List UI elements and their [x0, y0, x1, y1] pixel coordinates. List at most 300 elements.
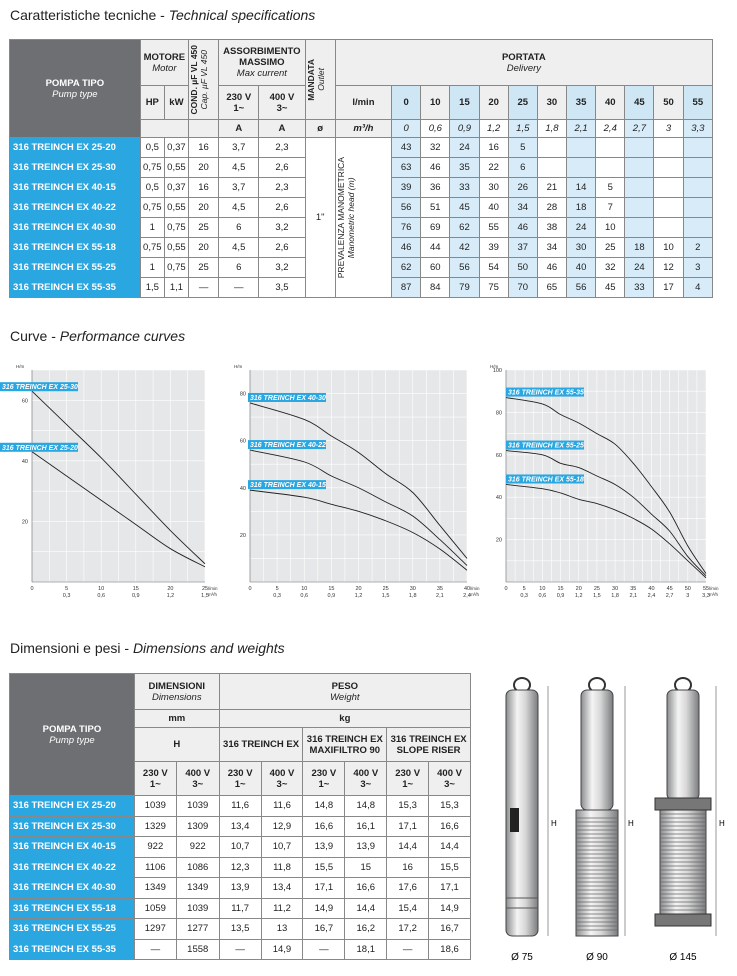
x-tick-label: 15 — [132, 586, 139, 592]
head-value: 32 — [421, 138, 450, 158]
x-tick-label-m3h: 0,9 — [131, 593, 140, 599]
head-value — [625, 198, 654, 218]
v230-phase: 1~ — [318, 778, 330, 790]
head-value — [654, 178, 683, 198]
x-tick-label: 0 — [248, 586, 252, 592]
dims-value: 922 — [134, 837, 176, 858]
dims-value: 11,8 — [261, 857, 303, 878]
h-dimension-label: H — [719, 819, 725, 828]
dims-value: — — [219, 939, 261, 960]
spec-a230: 3,7 — [219, 138, 259, 158]
dims-value: 13,4 — [219, 816, 261, 837]
y-tick-label: 20 — [239, 532, 246, 539]
pump-name: 316 TREINCH EX 25-20 — [10, 138, 141, 158]
x-tick-label-m3h: 3 — [686, 593, 690, 599]
pump-drawings — [480, 668, 737, 976]
x-tick-label: 20 — [355, 586, 362, 592]
x-tick-label-m3h: 2,7 — [665, 593, 674, 599]
series-label: 316 TREINCH EX 25-20 — [2, 444, 78, 452]
x-tick-label-m3h: 0,6 — [97, 593, 106, 599]
dims-value: 922 — [176, 837, 219, 858]
head-value: 46 — [421, 158, 450, 178]
dims-value: 13 — [261, 919, 303, 940]
v230-header — [219, 762, 261, 796]
spec-hp: 0,75 — [140, 238, 164, 258]
dims-value: 11,2 — [261, 898, 303, 919]
spec-kw: 0,75 — [164, 218, 188, 238]
head-value: 3 — [683, 258, 712, 278]
x-tick-label: 10 — [98, 586, 105, 592]
diameter-label: Ø 75 — [511, 952, 533, 963]
title-en: Dimensions and weights — [132, 640, 285, 656]
outlet-value: 1" — [305, 138, 335, 298]
cap-label: Cap. µF VL 450 — [198, 49, 209, 110]
y-axis-label: H/m — [490, 364, 499, 369]
v400-label: 400 V — [269, 767, 295, 779]
head-value: 5 — [508, 138, 537, 158]
dims-value: 14,8 — [345, 796, 387, 817]
head-value: 42 — [450, 238, 479, 258]
dims-value: 16 — [387, 857, 429, 878]
flow-lmin: 20 — [479, 86, 508, 120]
spec-hp: 1 — [140, 258, 164, 278]
amp-unit: A — [259, 120, 305, 138]
v230-header — [303, 762, 345, 796]
spec-hp: 0,5 — [140, 138, 164, 158]
v400-label: 400 V — [353, 767, 379, 779]
x-tick-label-m3h: 0,9 — [327, 593, 336, 599]
dims-value: 16,7 — [429, 919, 471, 940]
head-value: 30 — [479, 178, 508, 198]
x-tick-label: 45 — [666, 586, 673, 592]
head-value — [625, 138, 654, 158]
pump-drawing-maxifiltro — [576, 678, 634, 963]
dims-value: 16,7 — [303, 919, 345, 940]
head-value: 35 — [450, 158, 479, 178]
head-value: 62 — [450, 218, 479, 238]
title-en: Performance curves — [59, 328, 186, 344]
spec-a230: 6 — [219, 218, 259, 238]
head-label-en: Manometric head (m) — [345, 177, 356, 258]
dims-label-en: Dimensions — [151, 691, 202, 703]
dims-row — [10, 898, 471, 919]
v230-label: 230 V — [395, 767, 421, 779]
x-tick-label: 20 — [167, 586, 174, 592]
head-value: 26 — [508, 178, 537, 198]
hp-header: HP — [140, 86, 164, 120]
flow-m3h: 2,1 — [567, 120, 596, 138]
head-value: 40 — [479, 198, 508, 218]
tech-spec-title — [10, 7, 315, 23]
dims-value: — — [387, 939, 429, 960]
dims-value: 16,1 — [345, 816, 387, 837]
head-value — [654, 158, 683, 178]
dims-value: 1558 — [176, 939, 219, 960]
x-tick-label-m3h: 1,8 — [611, 593, 619, 599]
head-value: 17 — [654, 278, 683, 298]
weight-col-maxifiltro: 316 TREINCH EX MAXIFILTRO 90 — [303, 728, 387, 762]
head-value: 38 — [537, 218, 566, 238]
dims-value: — — [303, 939, 345, 960]
spec-hp: 0,75 — [140, 198, 164, 218]
head-value: 43 — [392, 138, 421, 158]
head-value: 45 — [596, 278, 625, 298]
absorb-header — [219, 40, 305, 86]
spec-hp: 0,75 — [140, 158, 164, 178]
x-axis-label-m3h: m³/h — [208, 592, 217, 597]
dims-title — [10, 640, 285, 656]
v400-phase: 3~ — [276, 778, 288, 790]
dims-value: 13,4 — [261, 878, 303, 899]
head-value: 4 — [683, 278, 712, 298]
dims-value: 15,3 — [429, 796, 471, 817]
spec-hp: 1 — [140, 218, 164, 238]
v400-phase: 3~ — [276, 102, 288, 114]
h-dimension-label: H — [551, 819, 557, 828]
v230-label: 230 V — [226, 91, 252, 103]
dims-value: 16,6 — [429, 816, 471, 837]
pump-type-label: POMPA TIPO — [45, 77, 105, 89]
head-value: 6 — [508, 158, 537, 178]
spec-kw: 0,37 — [164, 178, 188, 198]
y-tick-label: 20 — [495, 537, 502, 544]
dims-value: 11,6 — [219, 796, 261, 817]
head-value: 39 — [479, 238, 508, 258]
v400-phase: 3~ — [444, 778, 455, 790]
head-value: 34 — [508, 198, 537, 218]
dims-value: 12,3 — [219, 857, 261, 878]
pump-type-header — [10, 40, 141, 138]
dims-value: 1039 — [176, 898, 219, 919]
x-axis-label: l/min — [208, 586, 218, 591]
dims-value: 14,8 — [303, 796, 345, 817]
weight-header — [219, 674, 470, 710]
dims-value: 11,7 — [219, 898, 261, 919]
spec-cap: 20 — [188, 198, 218, 218]
series-label: 316 TREINCH EX 55-25 — [508, 442, 584, 450]
head-value: 56 — [450, 258, 479, 278]
head-value: 10 — [654, 238, 683, 258]
title-it: Caratteristiche tecniche - — [10, 7, 169, 23]
dims-row — [10, 857, 471, 878]
y-axis-label: H/m — [16, 364, 25, 369]
spec-a400: 2,6 — [259, 158, 305, 178]
spec-a400: 2,3 — [259, 178, 305, 198]
dims-value: 15 — [345, 857, 387, 878]
y-tick-label: 40 — [495, 495, 502, 502]
spec-a400: 3,2 — [259, 218, 305, 238]
head-value: 10 — [596, 218, 625, 238]
flow-m3h: 0,9 — [450, 120, 479, 138]
head-value: 7 — [596, 198, 625, 218]
head-value: 84 — [421, 278, 450, 298]
title-en: Technical specifications — [168, 7, 316, 23]
amp-unit: A — [219, 120, 259, 138]
x-tick-label-m3h: 1,5 — [201, 593, 209, 599]
head-value: 51 — [421, 198, 450, 218]
pump-name: 316 TREINCH EX 55-25 — [10, 919, 135, 940]
series-label: 316 TREINCH EX 40-22 — [250, 442, 326, 450]
x-tick-label: 0 — [30, 586, 34, 592]
pump-name: 316 TREINCH EX 25-30 — [10, 816, 135, 837]
performance-chart-25 — [0, 360, 225, 610]
head-value — [567, 158, 596, 178]
flow-lmin: 45 — [625, 86, 654, 120]
weight-col-std: 316 TREINCH EX — [219, 728, 303, 762]
v400-header — [176, 762, 219, 796]
flow-lmin: 40 — [596, 86, 625, 120]
head-value: 28 — [537, 198, 566, 218]
head-value: 46 — [537, 258, 566, 278]
x-tick-label: 25 — [382, 586, 389, 592]
spec-cap: 20 — [188, 238, 218, 258]
spec-kw: 1,1 — [164, 278, 188, 298]
spec-a400: 2,6 — [259, 238, 305, 258]
head-value — [537, 158, 566, 178]
kg-unit: kg — [219, 710, 470, 728]
head-value: 36 — [421, 178, 450, 198]
pump-name: 316 TREINCH EX 40-15 — [10, 837, 135, 858]
absorb-label: ASSORBIMENTO MASSIMO — [223, 46, 301, 68]
x-tick-label: 55 — [702, 586, 710, 592]
dims-value: 13,9 — [219, 878, 261, 899]
dims-row — [10, 919, 471, 940]
spec-a230: 4,5 — [219, 158, 259, 178]
spec-a400: 3,5 — [259, 278, 305, 298]
pump-drawing-slope-riser — [655, 678, 725, 963]
head-value: 37 — [508, 238, 537, 258]
title-it: Curve - — [10, 328, 60, 344]
head-value: 12 — [654, 258, 683, 278]
kw-header: kW — [164, 86, 188, 120]
mm-unit: mm — [134, 710, 219, 728]
head-value: 56 — [567, 278, 596, 298]
head-value: 54 — [479, 258, 508, 278]
dims-value: 13,9 — [345, 837, 387, 858]
x-tick-label-m3h: 0,9 — [556, 593, 565, 599]
dims-value: 13,9 — [303, 837, 345, 858]
v230-header — [387, 762, 429, 796]
spec-a400: 3,2 — [259, 258, 305, 278]
x-tick-label: 50 — [684, 586, 691, 592]
v400-header — [261, 762, 303, 796]
flow-m3h: 1,5 — [508, 120, 537, 138]
dims-value: 1297 — [134, 919, 176, 940]
x-tick-label: 40 — [463, 586, 471, 592]
v400-header — [345, 762, 387, 796]
spec-a230: 4,5 — [219, 238, 259, 258]
spec-a230: 4,5 — [219, 198, 259, 218]
weight-label-en: Weight — [330, 691, 360, 703]
v230-label: 230 V — [311, 767, 337, 779]
title-it: Dimensioni e pesi - — [10, 640, 133, 656]
head-value — [683, 218, 712, 238]
m3h-header: m³/h — [335, 120, 391, 138]
head-value: 22 — [479, 158, 508, 178]
pump-name: 316 TREINCH EX 40-15 — [10, 178, 141, 198]
diameter-label: Ø 90 — [586, 952, 608, 963]
x-tick-label: 10 — [539, 586, 546, 592]
v230-header — [219, 86, 259, 120]
head-value — [625, 178, 654, 198]
x-tick-label-m3h: 2,1 — [436, 593, 444, 599]
x-tick-label-m3h: 0,3 — [273, 593, 281, 599]
x-tick-label: 25 — [593, 586, 600, 592]
head-label — [335, 138, 391, 298]
series-label: 316 TREINCH EX 40-15 — [250, 482, 326, 490]
v400-label: 400 V — [185, 767, 211, 779]
head-value: 87 — [392, 278, 421, 298]
outlet-label-en: Outlet — [315, 68, 326, 91]
v400-phase: 3~ — [360, 778, 372, 790]
head-value — [596, 138, 625, 158]
x-tick-label: 5 — [275, 586, 279, 592]
dims-value: 14,4 — [429, 837, 471, 858]
dims-value: 1309 — [176, 816, 219, 837]
y-tick-label: 40 — [21, 458, 28, 465]
dims-value: 1349 — [176, 878, 219, 899]
weight-col-slope: 316 TREINCH EX SLOPE RISER — [387, 728, 471, 762]
dims-value: 17,2 — [387, 919, 429, 940]
flow-lmin: 10 — [421, 86, 450, 120]
head-value — [654, 138, 683, 158]
pump-name: 316 TREINCH EX 40-30 — [10, 218, 141, 238]
h-dimension-label: H — [628, 819, 634, 828]
dims-value: 18,1 — [345, 939, 387, 960]
head-value: 24 — [625, 258, 654, 278]
head-value: 62 — [392, 258, 421, 278]
spec-a230: 6 — [219, 258, 259, 278]
v230-phase: 1~ — [234, 778, 246, 790]
flow-m3h: 1,2 — [479, 120, 508, 138]
head-value: 69 — [421, 218, 450, 238]
pump-name: 316 TREINCH EX 25-30 — [10, 158, 141, 178]
x-tick-label-m3h: 1,2 — [354, 593, 363, 599]
performance-chart-55 — [470, 360, 737, 610]
dims-table — [9, 673, 471, 960]
dims-value: 1106 — [134, 857, 176, 878]
y-axis-label: H/m — [234, 364, 243, 369]
dims-value: 1039 — [176, 796, 219, 817]
flow-m3h: 0,6 — [421, 120, 450, 138]
dims-row — [10, 837, 471, 858]
head-value — [683, 198, 712, 218]
head-value: 44 — [421, 238, 450, 258]
spec-a230: 3,7 — [219, 178, 259, 198]
x-tick-label: 5 — [65, 586, 69, 592]
spec-kw: 0,55 — [164, 238, 188, 258]
x-axis-label: l/min — [709, 586, 719, 591]
dims-value: 10,7 — [261, 837, 303, 858]
x-tick-label: 25 — [201, 586, 209, 592]
head-value — [683, 178, 712, 198]
head-value: 14 — [567, 178, 596, 198]
flow-lmin: 50 — [654, 86, 683, 120]
x-tick-label: 30 — [612, 586, 619, 592]
x-tick-label: 10 — [301, 586, 308, 592]
head-value — [537, 138, 566, 158]
head-value: 18 — [567, 198, 596, 218]
flow-lmin: 35 — [567, 86, 596, 120]
dims-value: 13,5 — [219, 919, 261, 940]
x-axis-label: l/min — [470, 586, 480, 591]
pump-type-header — [10, 674, 135, 796]
dims-value: 14,4 — [345, 898, 387, 919]
v400-label: 400 V — [269, 91, 295, 103]
dims-row — [10, 878, 471, 899]
dims-value: 17,6 — [387, 878, 429, 899]
outlet-header — [305, 40, 335, 120]
spec-hp: 1,5 — [140, 278, 164, 298]
head-value — [625, 218, 654, 238]
spec-cap: 20 — [188, 158, 218, 178]
flow-m3h: 2,7 — [625, 120, 654, 138]
dims-row — [10, 816, 471, 837]
v400-label: 400 V — [437, 767, 462, 779]
x-tick-label-m3h: 0,6 — [538, 593, 547, 599]
pump-name: 316 TREINCH EX 40-30 — [10, 878, 135, 899]
head-value: 45 — [450, 198, 479, 218]
head-value: 79 — [450, 278, 479, 298]
x-tick-label-m3h: 0,6 — [300, 593, 309, 599]
y-tick-label: 80 — [239, 391, 246, 398]
outlet-label: MANDATA — [305, 58, 316, 101]
x-axis-label-m3h: m³/h — [709, 592, 718, 597]
dims-value: 17,1 — [303, 878, 345, 899]
x-tick-label-m3h: 1,2 — [574, 593, 583, 599]
x-tick-label: 15 — [557, 586, 564, 592]
spec-hp: 0,5 — [140, 178, 164, 198]
pump-name: 316 TREINCH EX 55-35 — [10, 939, 135, 960]
dims-value: 14,9 — [303, 898, 345, 919]
dims-value: 15,5 — [429, 857, 471, 878]
spec-cap: 16 — [188, 138, 218, 158]
spec-a230: — — [219, 278, 259, 298]
x-tick-label-m3h: 1,2 — [166, 593, 175, 599]
dims-value: 14,4 — [387, 837, 429, 858]
dims-value: 1329 — [134, 816, 176, 837]
x-axis-label-m3h: m³/h — [470, 592, 479, 597]
head-value — [654, 218, 683, 238]
v230-phase: 1~ — [402, 778, 414, 790]
absorb-label-en: Max current — [236, 68, 287, 79]
dims-value: 1059 — [134, 898, 176, 919]
dims-value: 1277 — [176, 919, 219, 940]
y-tick-label: 20 — [21, 519, 28, 526]
y-tick-label: 40 — [239, 485, 246, 492]
spec-kw: 0,55 — [164, 198, 188, 218]
spec-cap: 25 — [188, 258, 218, 278]
x-tick-label: 40 — [648, 586, 655, 592]
dims-value: 15,5 — [303, 857, 345, 878]
x-tick-label-m3h: 2,4 — [647, 593, 656, 599]
head-value — [683, 138, 712, 158]
head-value: 70 — [508, 278, 537, 298]
dims-value: 17,1 — [387, 816, 429, 837]
x-tick-label-m3h: 2,1 — [629, 593, 638, 599]
pump-drawing-standard — [506, 678, 557, 963]
outlet-unit: ø — [305, 120, 335, 138]
pump-name: 316 TREINCH EX 55-35 — [10, 278, 141, 298]
head-value: 32 — [596, 258, 625, 278]
head-value: 39 — [392, 178, 421, 198]
y-tick-label: 60 — [495, 452, 502, 459]
pump-name: 316 TREINCH EX 55-18 — [10, 898, 135, 919]
spec-a400: 2,6 — [259, 198, 305, 218]
head-value: 16 — [479, 138, 508, 158]
head-value: 40 — [567, 258, 596, 278]
x-tick-label: 20 — [575, 586, 582, 592]
